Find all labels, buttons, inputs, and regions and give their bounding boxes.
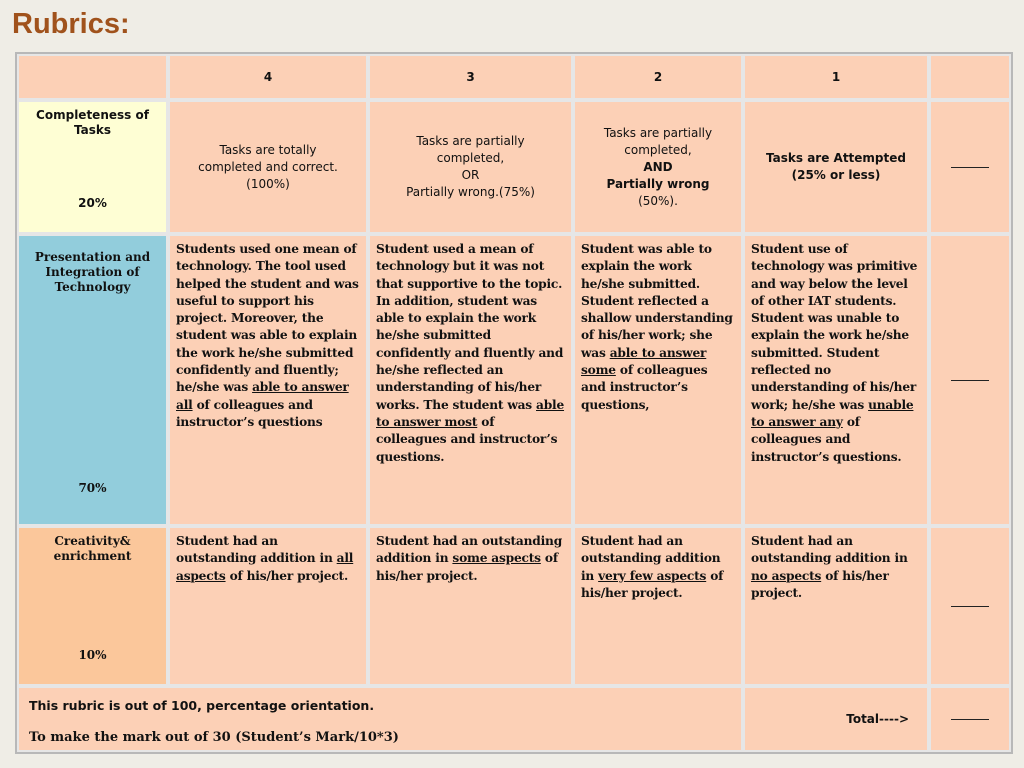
criterion-name: Creativity& enrichment (53, 534, 132, 563)
header-score-cell (929, 54, 1011, 100)
footer-line-2: To make the mark out of 30 (Student’s Mark/10*3) (29, 730, 399, 745)
rubric-cell-r3-l4: Student had an outstanding addition in all aspects of his/her project. (168, 526, 368, 686)
header-level-3: 3 (368, 54, 573, 100)
score-blank-r1 (929, 100, 1011, 234)
score-blank-r3 (929, 526, 1011, 686)
rubric-cell-r2-l2: Student was able to explain the work he/she submitted. Student reflected a shallow understanding of his/her work; she was able to answer some of colleagues and instructor’s questions, (573, 234, 743, 526)
criterion-completeness (17, 100, 168, 234)
footer-line-1: This rubric is out of 100, percentage orientation. (29, 698, 375, 713)
criterion-weight: 20% (78, 196, 107, 210)
score-blank-r2 (929, 234, 1011, 526)
rubric-table (15, 52, 1013, 754)
rubric-cell-r1-l1: Tasks are Attempted (25% or less) (743, 100, 929, 234)
rubric-cell-r3-l2: Student had an outstanding addition in very few aspects of his/her project. (573, 526, 743, 686)
rubric-cell-r1-l3: Tasks are partially completed, OR Partially wrong.(75%) (368, 100, 573, 234)
criterion-name: Presentation and Integration of Technology (34, 250, 151, 294)
rubric-footer-note (17, 686, 743, 752)
criterion-weight: 70% (78, 481, 107, 495)
rubric-cell-r3-l3: Student had an outstanding addition in some aspects of his/her project. (368, 526, 573, 686)
rubric-cell-r2-l1: Student use of technology was primitive and way below the level of other IAT students. Student was unable to explain the work he/she submitted. Student reflected no understanding of his/her work; he/she was unable to answer any of colleagues and instructor’s questions. (743, 234, 929, 526)
criterion-creativity (17, 526, 168, 686)
slide-title: Rubrics: (12, 8, 130, 40)
total-score-blank (929, 686, 1011, 752)
header-level-2: 2 (573, 54, 743, 100)
header-level-4: 4 (168, 54, 368, 100)
rubric-cell-r3-l1: Student had an outstanding addition in no aspects of his/her project. (743, 526, 929, 686)
rubric-cell-r1-l2: Tasks are partially completed, AND Partially wrong (50%). (573, 100, 743, 234)
criterion-weight: 10% (78, 648, 107, 662)
rubric-cell-r1-l4: Tasks are totally completed and correct. (100%) (168, 100, 368, 234)
rubric-cell-r2-l3: Student used a mean of technology but it was not that supportive to the topic. In addition, student was able to explain the work he/she submitted confidently and fluently and he/she reflected an understanding of his/her works. The student was able to answer most of colleagues and instructor’s questions. (368, 234, 573, 526)
header-level-1: 1 (743, 54, 929, 100)
rubric-cell-r2-l4: Students used one mean of technology. The tool used helped the student and was useful to support his project. Moreover, the student was able to explain the work he/she submitted confidently and fluently; he/she was able to answer all of colleagues and instructor’s questions (168, 234, 368, 526)
criterion-name: Completeness of Tasks (36, 108, 149, 137)
total-label: Total----> (743, 686, 929, 752)
criterion-presentation (17, 234, 168, 526)
header-blank-cell (17, 54, 168, 100)
